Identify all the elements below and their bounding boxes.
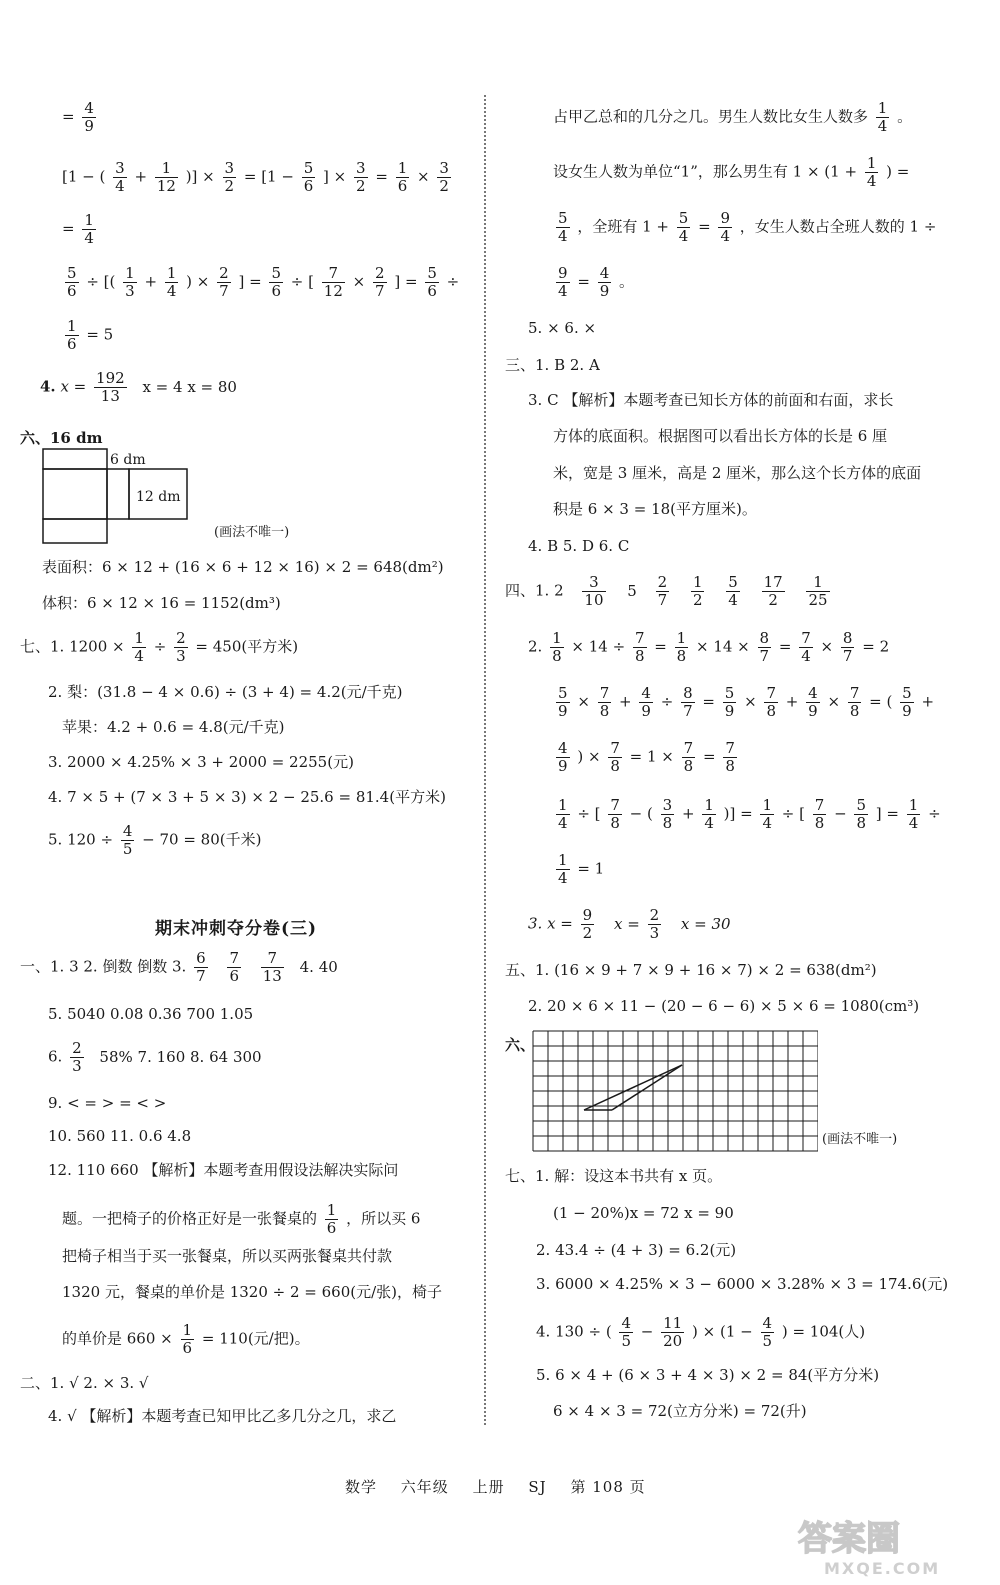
r-part3-q3-line1: 3. C 【解析】本题考查已知长方体的前面和右面，求长 (528, 391, 894, 409)
line-division-expression: $\frac{5}{6}$ ÷ [( $\frac{1}{3}$ + $\frac{1}{4}$ ) × $\frac{2}{7}$ ] = $\frac{5}{6}$ ÷ [ $\frac{7}{12}$ × $\frac{2}{7}$ ] = $\frac{5}{6}$ ÷ (67, 264, 460, 300)
volume-line: 体积：6 × 12 × 16 = 1152(dm³) (42, 594, 281, 612)
drawing-note: (画法不唯一) (214, 525, 290, 540)
r-part7-q5-line1: 5. 6 × 4 + (6 × 3 + 4 × 3) × 2 = 84(平方分米) (536, 1366, 880, 1384)
line-bracket-expression: [1 − ( $\frac{3}{4}$ + $\frac{1}{12}$ )] × $\frac{3}{2}$ = [1 − $\frac{5}{6}$ ] × $\frac{3}{2}$ = $\frac{1}{6}$ × $\frac{3}{2}$ (62, 159, 449, 195)
line-result-1-4: = $\frac{1}{4}$ (62, 211, 94, 247)
part2-q4: 4. √ 【解析】本题考查已知甲比乙多几分之几，求乙 (48, 1407, 397, 1425)
svg-text:MXQE.COM: MXQE.COM (824, 1559, 941, 1578)
r-part3-q4-6: 4. B 5. D 6. C (528, 537, 630, 555)
dim-label-12dm: 12 dm (136, 489, 181, 505)
line-result-5: $\frac{1}{6}$ = 5 (67, 317, 114, 353)
r-part7-q5-line2: 6 × 4 × 3 = 72(立方分米) = 72(升) (553, 1402, 807, 1420)
part1-q12-line4: 1320 元，餐桌的单价是 1320 ÷ 2 = 660(元/张)，椅子 (62, 1283, 443, 1301)
exam-title: 期末冲刺夺分卷(三) (155, 919, 318, 939)
r-part3-q3-line3: 米，宽是 3 厘米，高是 2 厘米，那么这个长方体的底面 (553, 464, 922, 482)
r-part7-q1-line2: (1 − 20%)x = 72 x = 90 (553, 1204, 734, 1222)
section-7-q1: 七、1. 1200 × $\frac{1}{4}$ ÷ $\frac{2}{3}$ = 450(平方米) (20, 629, 299, 665)
r-line-1: 占甲乙总和的几分之几。男生人数比女生人数多 $\frac{1}{4}$ 。 (553, 99, 913, 135)
part1-q12-line1: 12. 110 660 【解析】本题考查用假设法解决实际问 (48, 1161, 399, 1179)
r-part3-q3-line4: 积是 6 × 3 = 18(平方厘米)。 (553, 500, 757, 518)
section-7-q3: 3. 2000 × 4.25% × 3 + 2000 = 2255(元) (48, 753, 354, 771)
r-part7-q1-line1: 七、1. 解：设这本书共有 x 页。 (505, 1167, 723, 1185)
r-part4-q2-line1: 2. $\frac{1}{8}$ × 14 ÷ $\frac{7}{8}$ = $\frac{1}{8}$ × 14 × $\frac{8}{7}$ = $\frac{7}{4}$ × $\frac{8}{7}$ = 2 (528, 629, 890, 665)
r-part4-q2-line2: $\frac{5}{9}$ × $\frac{7}{8}$ + $\frac{4}{9}$ ÷ $\frac{8}{7}$ = $\frac{5}{9}$ × $\frac{7}{8}$ + $\frac{4}{9}$ × $\frac{7}{8}$ = ( $\frac{5}{9}$ + (558, 684, 935, 720)
r-part3-q1-2: 三、1. B 2. A (505, 356, 600, 374)
grid-drawing (532, 1030, 818, 1154)
r-part4-q2-line4: $\frac{1}{4}$ ÷ [ $\frac{7}{8}$ − ( $\frac{3}{8}$ + $\frac{1}{4}$ )] = $\frac{1}{4}$ ÷ [ $\frac{7}{8}$ − $\frac{5}{8}$ ] = $\frac{1}{4}$ ÷ (558, 796, 941, 832)
r-part4-q2-line5: $\frac{1}{4}$ = 1 (558, 851, 605, 887)
r-part4-q1: 四、1. 2 $\frac{3}{10}$ 5 $\frac{2}{7}$ $\frac{1}{2}$ $\frac{5}{4}$ $\frac{17}{2}$ $\frac{1}{25}$ (505, 573, 828, 609)
part2-q1-3: 二、1. √ 2. × 3. √ (20, 1374, 149, 1392)
part1-q5: 5. 5040 0.08 0.36 700 1.05 (48, 1005, 254, 1023)
r-part4-q3: 3. x = $\frac{9}{2}$ x = $\frac{2}{3}$ x = 30 (528, 906, 731, 942)
section-7-q2-pear: 2. 梨：(31.8 − 4 × 0.6) ÷ (3 + 4) = 4.2(元/千克) (48, 683, 403, 701)
footer-grade: 六年级 (400, 1478, 449, 1496)
watermark-logo (790, 1510, 990, 1580)
part1-q1-4: 一、1. 3 2. 倒数 倒数 3. $\frac{6}{7}$ $\frac{7}{6}$ $\frac{7}{13}$ 4. 40 (20, 949, 338, 985)
r-part2-q5-6: 5. × 6. × (528, 319, 597, 337)
r-part5-q2: 2. 20 × 6 × 11 − (20 − 6 − 6) × 5 × 6 = 1080(cm³) (528, 997, 920, 1015)
footer-page-number: 第 108 页 (570, 1478, 646, 1496)
r-line-4: $\frac{9}{4}$ = $\frac{4}{9}$ 。 (558, 264, 635, 300)
section-7-q2-apple: 苹果：4.2 + 0.6 = 4.8(元/千克) (62, 718, 285, 736)
surface-area-line: 表面积：6 × 12 + (16 × 6 + 12 × 16) × 2 = 648(dm²) (42, 558, 444, 576)
footer-subject: 数学 (345, 1478, 378, 1496)
r-part7-q2: 2. 43.4 ÷ (4 + 3) = 6.2(元) (536, 1241, 737, 1259)
section-6-heading: 六、16 dm (20, 429, 103, 447)
line-q4-solutions: 4. x = $\frac{192}{13}$ x = 4 x = 80 (40, 369, 237, 405)
page-footer (345, 1476, 664, 1497)
fraction: $\frac{4}{9}$ (84, 99, 94, 135)
column-divider (484, 95, 486, 1425)
part1-q6-8: 6. $\frac{2}{3}$ 58% 7. 160 8. 64 300 (48, 1039, 262, 1075)
line-result-4-9 (62, 100, 99, 135)
part1-q12-line5: 的单价是 660 × $\frac{1}{6}$ = 110(元/把)。 (62, 1321, 310, 1357)
r-line-3: $\frac{5}{4}$ ，全班有 1 + $\frac{5}{4}$ = $\frac{9}{4}$ ，女生人数占全班人数的 1 ÷ (558, 209, 937, 245)
r-part7-q3: 3. 6000 × 4.25% × 3 − 6000 × 3.28% × 3 = 174.6(元) (536, 1275, 949, 1293)
svg-text:答案圈: 答案圈 (798, 1519, 900, 1559)
dim-label-6dm: 6 dm (110, 452, 146, 468)
part1-q9: 9. < = > = < > (48, 1094, 167, 1112)
r-part6-heading: 六、 (505, 1036, 536, 1054)
footer-edition: SJ (528, 1478, 547, 1496)
footer-volume: 上册 (472, 1478, 505, 1496)
part1-q12-line3: 把椅子相当于买一张餐桌，所以买两张餐桌共付款 (62, 1247, 393, 1265)
part1-q12-line2: 题。一把椅子的价格正好是一张餐桌的 $\frac{1}{6}$ ，所以买 6 (62, 1201, 421, 1237)
r-part4-q2-line3: $\frac{4}{9}$ ) × $\frac{7}{8}$ = 1 × $\frac{7}{8}$ = $\frac{7}{8}$ (558, 739, 735, 775)
r-part3-q3-line2: 方体的底面积。根据图可以看出长方体的长是 6 厘 (553, 427, 888, 445)
r-part5-q1: 五、1. (16 × 9 + 7 × 9 + 16 × 7) × 2 = 638(dm²) (505, 961, 877, 979)
text: = (62, 107, 75, 126)
r-part7-q4: 4. 130 ÷ ( $\frac{4}{5}$ − $\frac{11}{20}$ ) × (1 − $\frac{4}{5}$ ) = 104(人) (536, 1314, 866, 1350)
r-line-2: 设女生人数为单位“1”，那么男生有 1 × (1 + $\frac{1}{4}$ ) = (553, 154, 910, 190)
r-drawing-note: (画法不唯一) (822, 1132, 898, 1147)
section-7-q5: 5. 120 ÷ $\frac{4}{5}$ − 70 = 80(千米) (48, 822, 262, 858)
part1-q10-11: 10. 560 11. 0.6 4.8 (48, 1127, 192, 1145)
section-7-q4: 4. 7 × 5 + (7 × 3 + 5 × 3) × 2 − 25.6 = 81.4(平方米) (48, 788, 446, 806)
